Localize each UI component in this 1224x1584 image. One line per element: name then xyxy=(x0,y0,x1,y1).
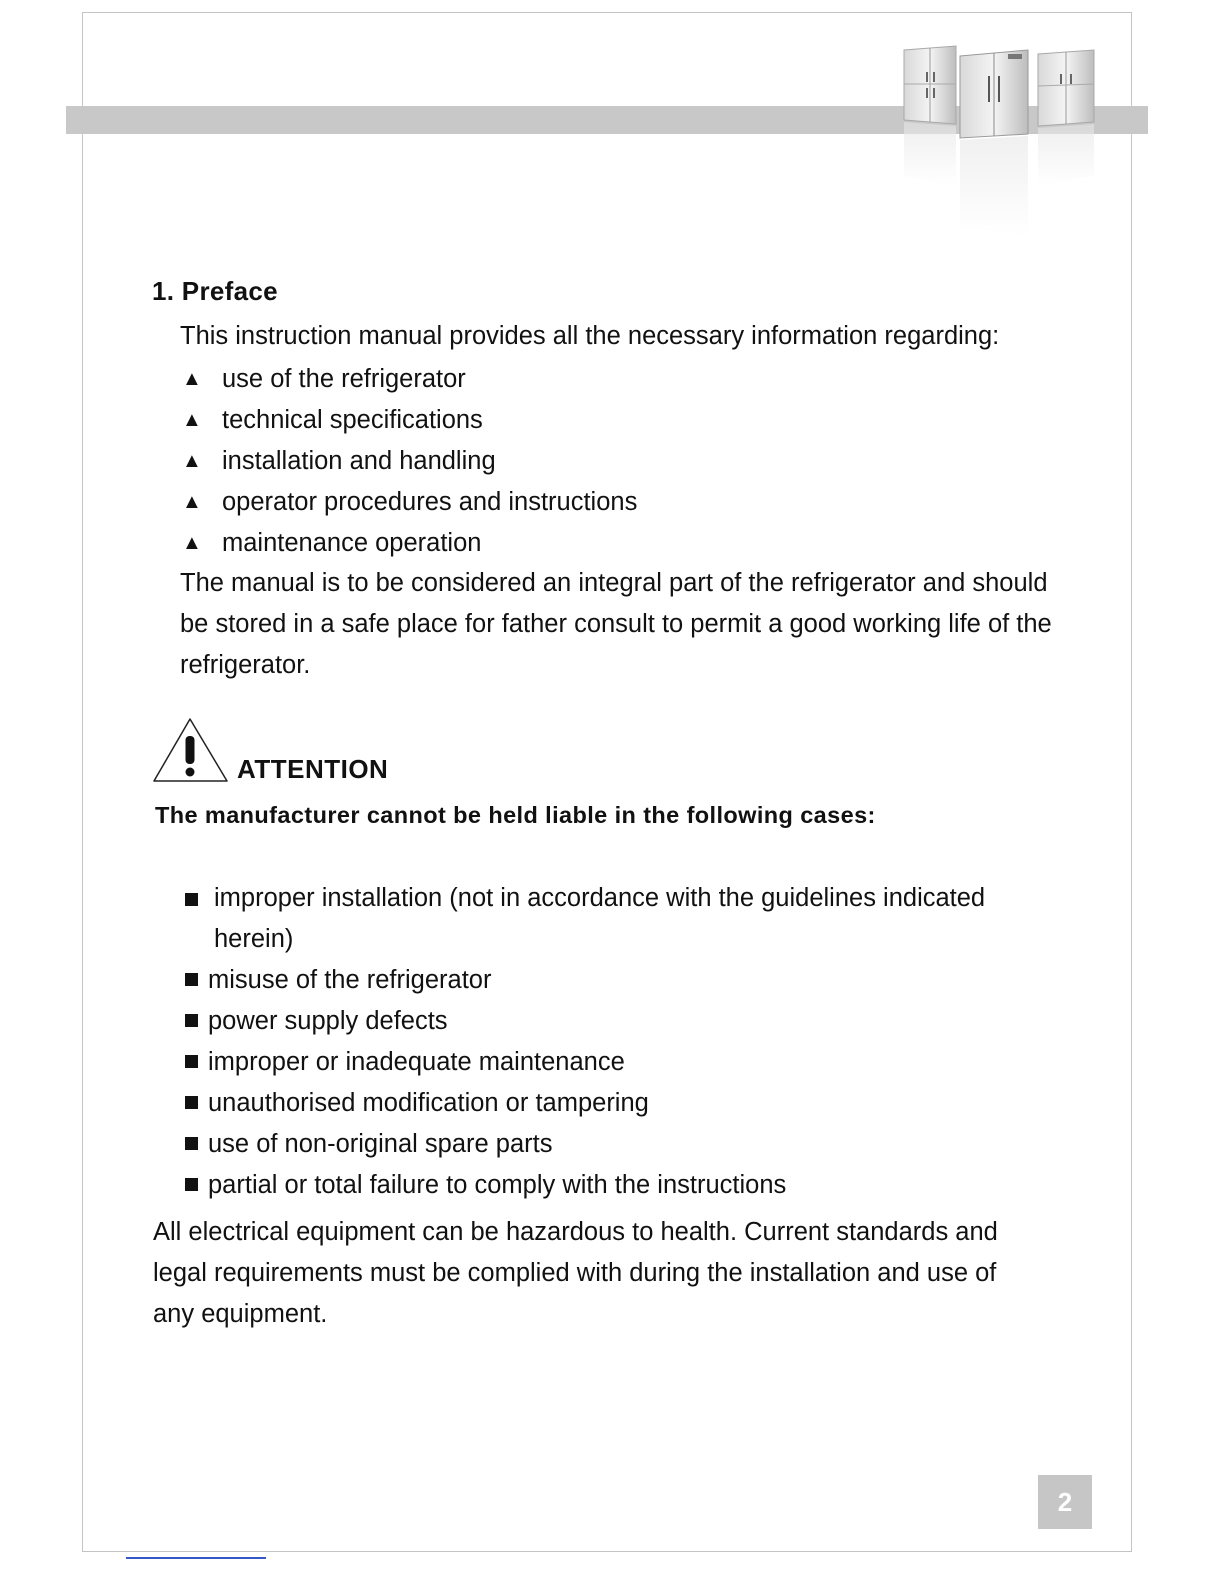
list-item: ▲ operator procedures and instructions xyxy=(182,482,637,523)
square-bullet-icon xyxy=(185,1178,198,1191)
section-heading: 1. Preface xyxy=(152,276,278,306)
bottom-link-underline xyxy=(126,1557,266,1559)
liability-cases-list xyxy=(185,878,1055,1206)
triangle-bullet-icon: ▲ xyxy=(182,368,202,390)
list-item: unauthorised modification or tampering xyxy=(185,1083,1055,1124)
square-bullet-icon xyxy=(185,1137,198,1150)
liability-statement: The manufacturer cannot be held liable in the following cases: xyxy=(155,802,876,828)
square-bullet-icon xyxy=(185,1014,198,1027)
list-item: use of non-original spare parts xyxy=(185,1124,1055,1165)
square-bullet-icon xyxy=(185,893,198,906)
intro-text: This instruction manual provides all the necessary information regarding: xyxy=(180,322,1000,350)
storage-note: The manual is to be considered an integral part of the refrigerator and should be stored in a safe place for father consult to permit a good working life of the refrigerator. xyxy=(180,569,1052,679)
topics-list xyxy=(182,359,637,564)
list-item: power supply defects xyxy=(185,1001,1055,1042)
list-item: partial or total failure to comply with the instructions xyxy=(185,1165,1055,1206)
list-item: misuse of the refrigerator xyxy=(185,960,1055,1001)
square-bullet-icon xyxy=(185,973,198,986)
refrigerator-product-image xyxy=(898,36,1102,242)
list-item: ▲ technical specifications xyxy=(182,400,637,441)
list-item: ▲ installation and handling xyxy=(182,441,637,482)
list-item: ▲ maintenance operation xyxy=(182,523,637,564)
triangle-bullet-icon: ▲ xyxy=(182,532,202,554)
closing-paragraph: All electrical equipment can be hazardous to health. Current standards and legal requirements must be complied with during the installation and use of any equipment. xyxy=(153,1218,998,1328)
attention-title: ATTENTION xyxy=(237,754,389,784)
triangle-bullet-icon: ▲ xyxy=(182,409,202,431)
list-item: ▲ use of the refrigerator xyxy=(182,359,637,400)
triangle-bullet-icon: ▲ xyxy=(182,491,202,513)
list-item: improper or inadequate maintenance xyxy=(185,1042,1055,1083)
triangle-bullet-icon: ▲ xyxy=(182,450,202,472)
square-bullet-icon xyxy=(185,1055,198,1068)
warning-triangle-icon xyxy=(152,716,230,784)
list-item: improper installation (not in accordance with the guidelines indicated herein) xyxy=(185,878,1055,960)
square-bullet-icon xyxy=(185,1096,198,1109)
page-number: 2 xyxy=(1038,1475,1092,1529)
